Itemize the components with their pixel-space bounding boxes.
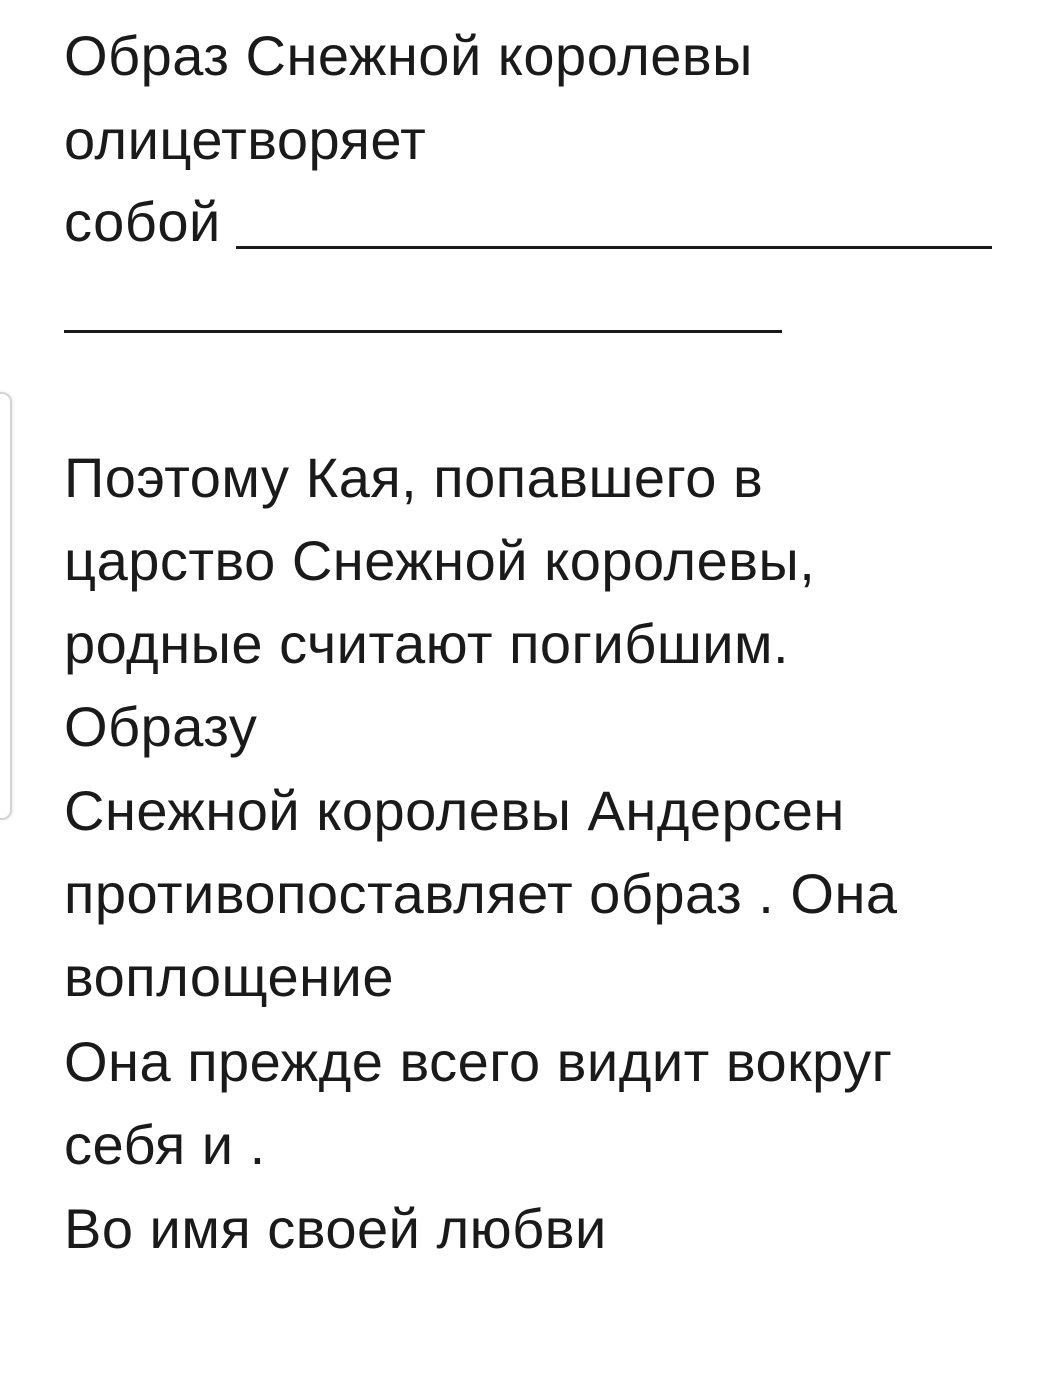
blank-fill-line-2	[64, 330, 782, 333]
text-line-8: Снежной королевы Андерсен	[64, 779, 845, 842]
text-line-10: воплощение	[64, 945, 394, 1008]
text-line-6: родные считают погибшим.	[64, 612, 790, 675]
text-line-3: собой	[64, 190, 221, 253]
text-line-11: Она прежде всего видит вокруг	[64, 1030, 893, 1093]
text-line-9: противопоставляет образ . Она	[64, 862, 898, 925]
blank-fill-line-1	[236, 246, 992, 249]
text-line-1: Образ Снежной королевы	[64, 24, 753, 87]
text-line-2: олицетворяет	[64, 108, 427, 171]
text-line-13: Во имя своей любви	[64, 1197, 607, 1260]
side-scroll-tab[interactable]	[0, 392, 12, 820]
text-line-12: себя и .	[64, 1113, 266, 1176]
text-line-4: Поэтому Кая, попавшего в	[64, 446, 764, 509]
text-line-5: царство Снежной королевы,	[64, 529, 816, 592]
text-line-7: Образу	[64, 695, 258, 758]
